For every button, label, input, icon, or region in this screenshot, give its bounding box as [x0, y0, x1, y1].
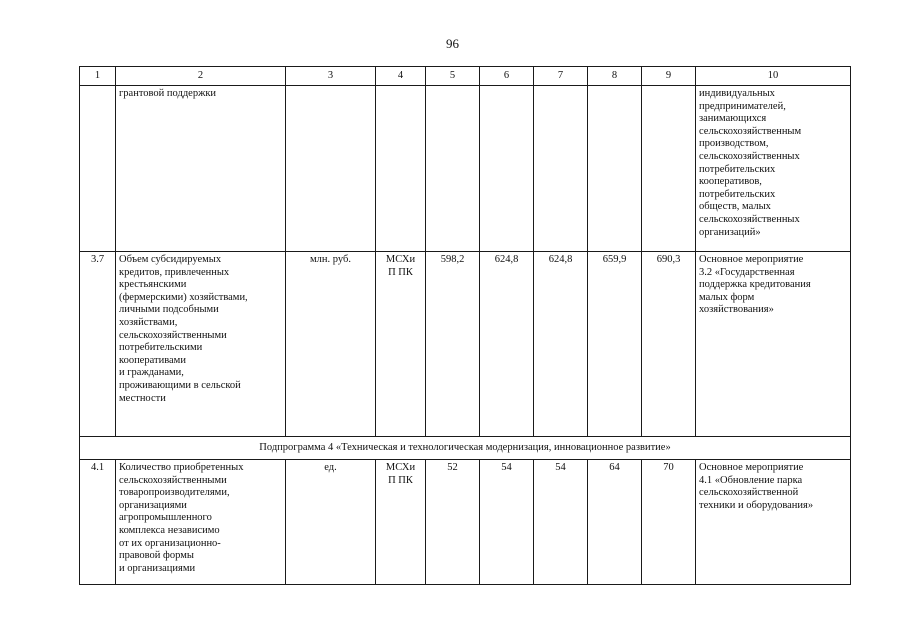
- measure-cell: [696, 252, 851, 437]
- header-cell: 6: [480, 67, 534, 86]
- cell-line: поддержка кредитования: [699, 279, 811, 291]
- unit-cell: ед.: [286, 460, 376, 585]
- cell-line: потребительскими: [119, 342, 203, 354]
- cell-line: агропромышленного: [119, 512, 212, 524]
- cell-line: от их организационно-: [119, 537, 221, 549]
- value-cell: 659,9: [588, 252, 642, 437]
- table-row-3-7: [80, 252, 851, 437]
- indicators-table: [79, 66, 851, 585]
- row-number-cell: 4.1: [80, 460, 116, 585]
- header-cell: 4: [376, 67, 426, 86]
- executor-cell: [376, 460, 426, 585]
- measure-cell: [696, 86, 851, 252]
- cell-line: сельскохозяйственными: [119, 329, 227, 341]
- header-cell: 1: [80, 67, 116, 86]
- cell-line: и организациями: [119, 562, 196, 574]
- cell-line: организаций»: [699, 226, 761, 238]
- cell-line: занимающихся: [699, 113, 767, 125]
- cell-line: кредитов, привлеченных: [119, 266, 230, 278]
- row-number-cell: [80, 86, 116, 252]
- cell-line: крестьянскими: [119, 279, 187, 291]
- cell-line: комплекса независимо: [119, 524, 220, 536]
- value-cell: [534, 86, 588, 252]
- cell-line: Объем субсидируемых: [119, 254, 222, 265]
- cell-line: грантовой поддержки: [119, 88, 217, 99]
- measure-cell: [696, 460, 851, 585]
- subprogram-row: [80, 437, 851, 460]
- cell-line: МСХи: [385, 254, 416, 265]
- header-cell: 2: [116, 67, 286, 86]
- cell-line: потребительских: [699, 163, 776, 175]
- cell-line: сельскохозяйственным: [699, 125, 802, 137]
- value-cell: [426, 86, 480, 252]
- cell-line: личными подсобными: [119, 304, 219, 316]
- cell-line: (фермерскими) хозяйствами,: [119, 291, 248, 303]
- table-row-continuation: [80, 86, 851, 252]
- value-cell: 52: [426, 460, 480, 585]
- cell-line: обществ, малых: [699, 201, 771, 213]
- value-cell: 624,8: [534, 252, 588, 437]
- executor-cell: [376, 86, 426, 252]
- cell-line: правовой формы: [119, 550, 194, 562]
- cell-line: 4.1 «Обновление парка: [699, 474, 803, 486]
- cell-line: Основное мероприятие: [699, 254, 804, 265]
- cell-line: кооперативов,: [699, 176, 762, 188]
- value-cell: 54: [480, 460, 534, 585]
- cell-line: сельскохозяйственных: [699, 150, 800, 162]
- cell-line: хозяйствами,: [119, 316, 178, 328]
- table-row-4-1: [80, 460, 851, 585]
- value-cell: 690,3: [642, 252, 696, 437]
- cell-line: Количество приобретенных: [119, 462, 244, 473]
- value-cell: 598,2: [426, 252, 480, 437]
- header-cell: 3: [286, 67, 376, 86]
- executor-cell: [376, 252, 426, 437]
- cell-line: проживающими в сельской: [119, 379, 241, 391]
- unit-cell: [286, 86, 376, 252]
- indicator-name-cell: [116, 252, 286, 437]
- table-header-row: [80, 67, 851, 86]
- value-cell: 64: [588, 460, 642, 585]
- cell-line: предпринимателей,: [699, 100, 786, 112]
- indicator-name-cell: [116, 86, 286, 252]
- value-cell: 54: [534, 460, 588, 585]
- cell-line: 3.2 «Государственная: [699, 266, 795, 278]
- subprogram-title: Подпрограмма 4 «Техническая и технологическая модернизация, инновационное развитие»: [80, 437, 851, 460]
- cell-line: производством,: [699, 138, 769, 150]
- header-cell: 9: [642, 67, 696, 86]
- cell-line: индивидуальных: [699, 88, 775, 99]
- value-cell: [480, 86, 534, 252]
- value-cell: [588, 86, 642, 252]
- unit-cell: млн. руб.: [286, 252, 376, 437]
- indicator-name-cell: [116, 460, 286, 585]
- cell-line: техники и оборудования»: [699, 499, 814, 511]
- cell-line: товаропроизводителями,: [119, 487, 230, 499]
- cell-line: и гражданами,: [119, 367, 184, 379]
- cell-line: кооперативами: [119, 354, 186, 366]
- cell-line: малых форм: [699, 291, 755, 303]
- value-cell: [642, 86, 696, 252]
- cell-line: Основное мероприятие: [699, 462, 804, 473]
- header-cell: 10: [696, 67, 851, 86]
- page-number: 96: [446, 36, 459, 51]
- header-cell: 8: [588, 67, 642, 86]
- value-cell: 70: [642, 460, 696, 585]
- cell-line: МСХи: [385, 462, 416, 473]
- header-cell: 5: [426, 67, 480, 86]
- cell-line: потребительских: [699, 188, 776, 200]
- row-number-cell: 3.7: [80, 252, 116, 437]
- cell-line: хозяйствования»: [699, 304, 774, 316]
- cell-line: сельскохозяйственной: [699, 487, 799, 499]
- value-cell: 624,8: [480, 252, 534, 437]
- cell-line: П ПК: [388, 474, 413, 486]
- cell-line: сельскохозяйственных: [699, 213, 800, 225]
- cell-line: организациями: [119, 499, 187, 511]
- cell-line: сельскохозяйственными: [119, 474, 227, 486]
- header-cell: 7: [534, 67, 588, 86]
- cell-line: местности: [119, 392, 166, 404]
- cell-line: П ПК: [388, 266, 413, 278]
